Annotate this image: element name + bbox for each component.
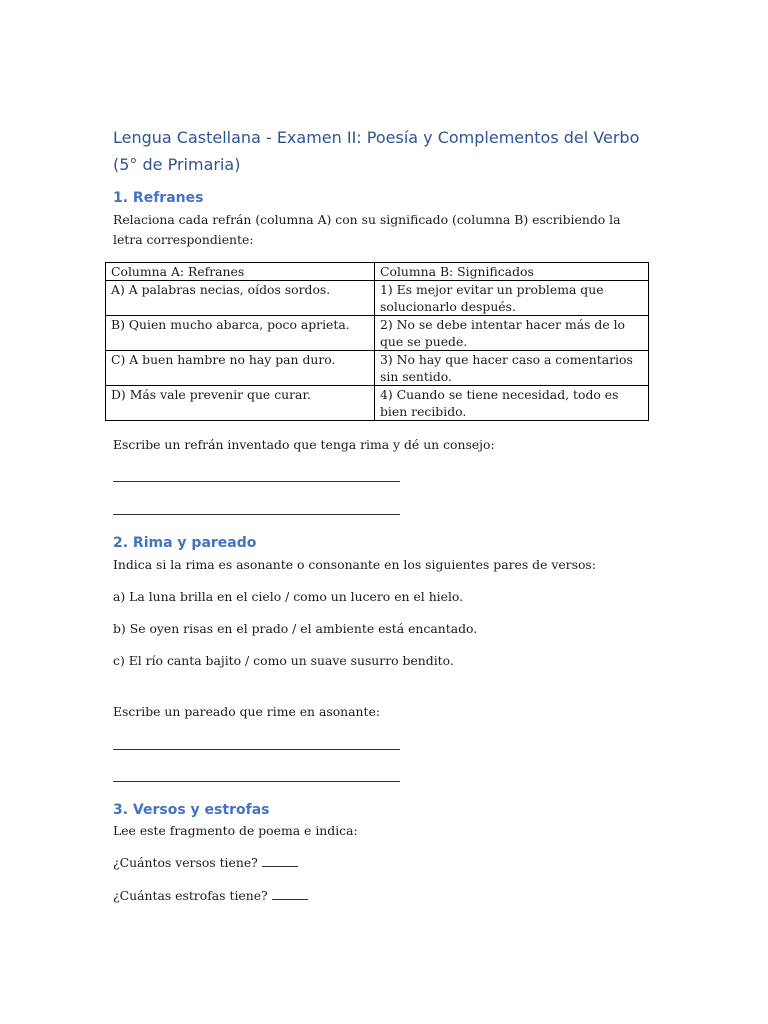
table-cell: C) A buen hambre no hay pan duro. <box>106 351 375 386</box>
question-estrofas-text: ¿Cuántas estrofas tiene? <box>113 888 268 903</box>
answer-line[interactable] <box>113 749 400 750</box>
table-cell: D) Más vale prevenir que curar. <box>106 386 375 421</box>
question-versos-text: ¿Cuántos versos tiene? <box>113 855 258 870</box>
answer-line[interactable] <box>113 481 400 482</box>
section-3-instruction: Lee este fragmento de poema e indica: <box>113 823 358 838</box>
answer-blank[interactable] <box>262 856 298 867</box>
table-cell: 3) No hay que hacer caso a comentarios sin sentido. <box>375 351 649 386</box>
verse-pair-item: a) La luna brilla en el cielo / como un lucero en el hielo. <box>113 589 464 604</box>
question-versos <box>113 853 653 873</box>
section-2-heading: 2. Rima y pareado <box>113 535 257 551</box>
table-cell: 1) Es mejor evitar un problema que solucionarlo después. <box>375 281 649 316</box>
section-2-prompt: Escribe un pareado que rime en asonante: <box>113 704 381 719</box>
table-row <box>106 316 649 351</box>
table-header-row <box>106 263 649 281</box>
table-header-cell: Columna A: Refranes <box>106 263 375 281</box>
table-row <box>106 281 649 316</box>
section-2-instruction: Indica si la rima es asonante o consonante en los siguientes pares de versos: <box>113 557 596 572</box>
answer-blank[interactable] <box>272 889 308 900</box>
section-1-instruction: Relaciona cada refrán (columna A) con su significado (columna B) escribiendo la letra correspondiente: <box>113 212 621 247</box>
table-row <box>106 351 649 386</box>
refranes-table <box>105 262 649 421</box>
table-row <box>106 386 649 421</box>
section-3-heading: 3. Versos y estrofas <box>113 802 270 818</box>
verse-pair-item: b) Se oyen risas en el prado / el ambiente está encantado. <box>113 621 478 636</box>
document-page <box>111 124 653 903</box>
table-cell: B) Quien mucho abarca, poco aprieta. <box>106 316 375 351</box>
question-estrofas <box>113 886 653 906</box>
document-title: Lengua Castellana - Examen II: Poesía y Complementos del Verbo (5° de Primaria) <box>113 128 640 174</box>
answer-line[interactable] <box>113 514 400 515</box>
verse-pair-item: c) El río canta bajito / como un suave susurro bendito. <box>113 653 454 668</box>
section-1-prompt: Escribe un refrán inventado que tenga rima y dé un consejo: <box>113 437 495 452</box>
answer-line[interactable] <box>113 781 400 782</box>
section-1-heading: 1. Refranes <box>113 190 204 206</box>
table-cell: 2) No se debe intentar hacer más de lo que se puede. <box>375 316 649 351</box>
table-cell: 4) Cuando se tiene necesidad, todo es bien recibido. <box>375 386 649 421</box>
table-cell: A) A palabras necias, oídos sordos. <box>106 281 375 316</box>
table-header-cell: Columna B: Significados <box>375 263 649 281</box>
